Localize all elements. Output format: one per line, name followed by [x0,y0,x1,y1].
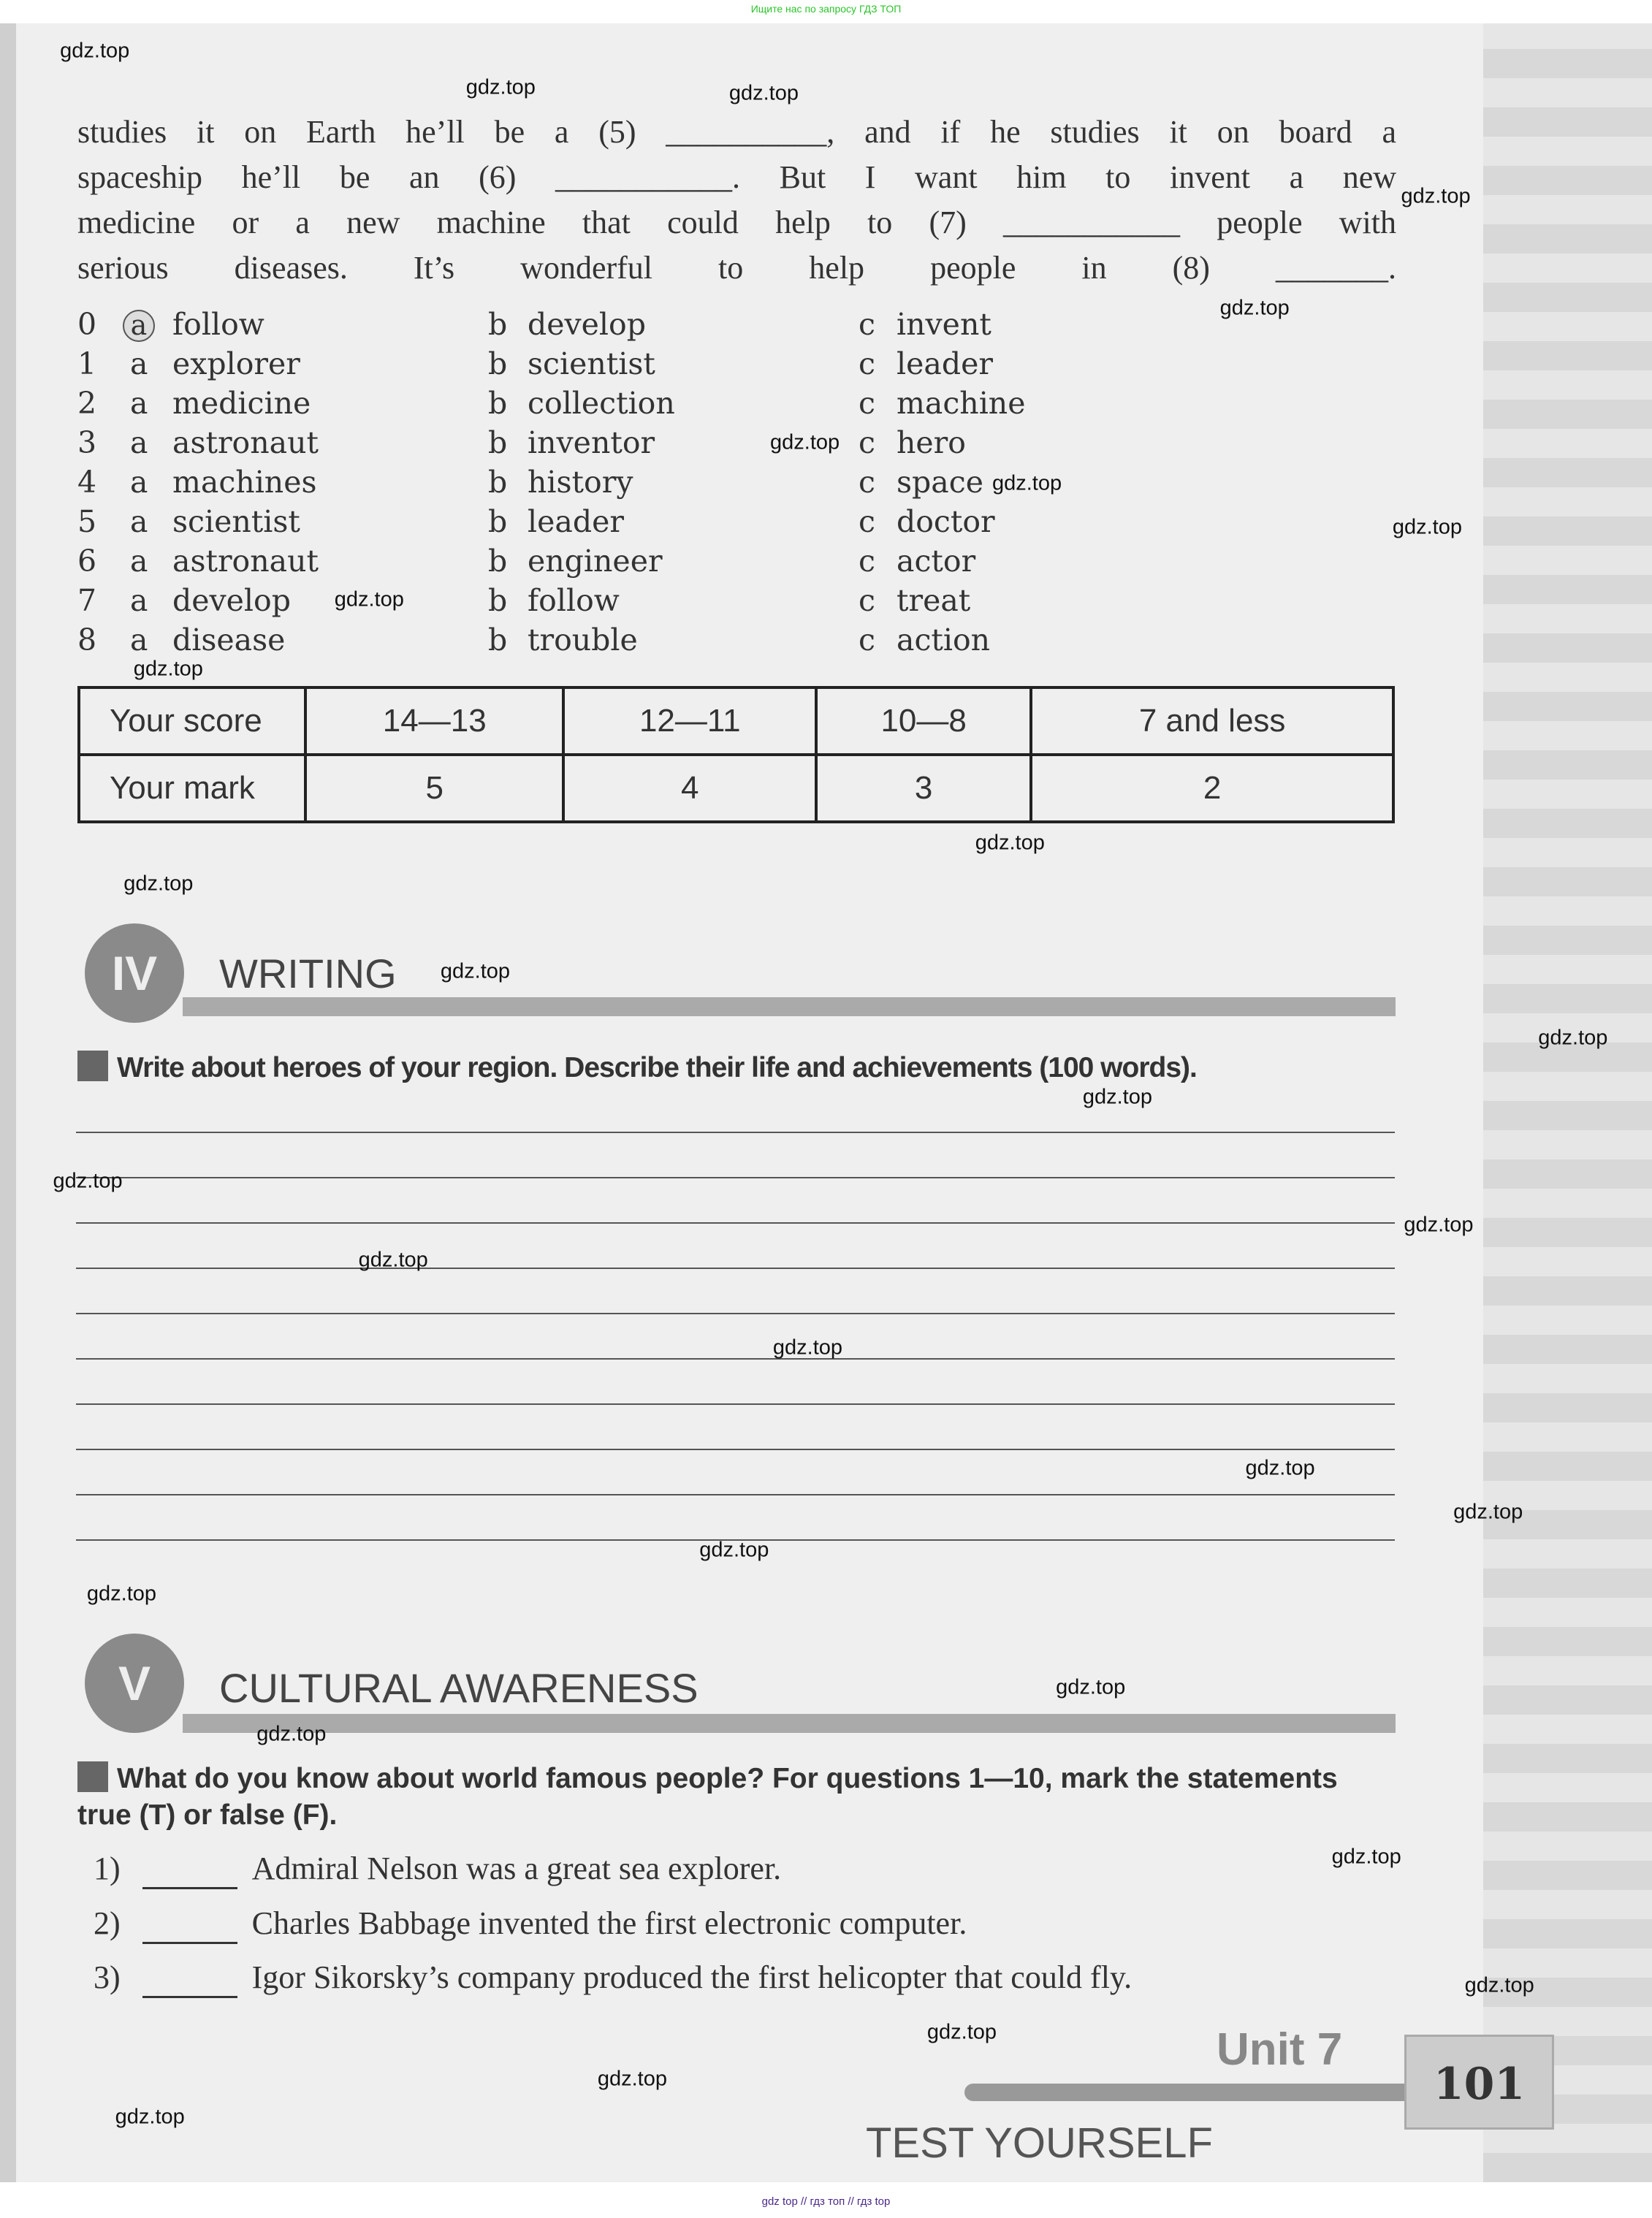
statement-text: Charles Babbage invented the first electronic computer. [251,1905,967,1941]
option-letter-b: b [488,504,508,539]
item-number: 1 [77,346,97,381]
statement [94,1905,967,1944]
table-cell: 4 [563,755,816,822]
option-a: follow [172,307,264,342]
option-a: astronaut [172,544,319,579]
watermark: gdz.top [597,2067,667,2091]
option-letter-b: b [488,307,508,342]
section-number-badge: V [85,1634,184,1733]
watermark: gdz.top [975,831,1045,855]
table-row [79,755,1393,822]
option-letter-a: a [130,544,148,579]
watermark: gdz.top [1082,1085,1153,1109]
option-letter-c: c [859,307,875,342]
option-letter-c: c [859,504,875,539]
table-cell: Your mark [79,755,305,822]
option-letter-a: a [130,622,148,658]
writing-line[interactable] [76,1358,1395,1360]
watermark: gdz.top [53,1169,123,1193]
score-table [77,686,1395,823]
table-cell: 10—8 [816,687,1031,755]
option-letter-a: a [130,583,148,618]
watermark: gdz.top [123,872,194,896]
table-cell: Your score [79,687,305,755]
option-b: collection [528,386,675,421]
section-title: CULTURAL AWARENESS [219,1665,699,1711]
statement-text: Igor Sikorsky’s company produced the first helicopter that could fly. [251,1959,1133,1995]
statement-number: 1) [94,1851,121,1886]
writing-line[interactable] [76,1403,1395,1405]
item-number: 6 [77,544,97,579]
writing-line[interactable] [76,1449,1395,1450]
table-row [79,687,1393,755]
item-number: 0 [77,307,97,342]
watermark: gdz.top [991,471,1062,495]
watermark: gdz.top [1538,1026,1608,1050]
option-letter-c: c [859,622,875,658]
paragraph-line: spaceship he’ll be an (6) ___________. But I want him to invent a new [77,159,1396,195]
item-number: 5 [77,504,97,539]
option-c: invent [897,307,991,342]
page-margin-band [1483,23,1652,2182]
watermark: gdz.top [1464,1973,1534,1997]
option-b: scientist [528,346,655,381]
option-letter-a: a [130,425,148,460]
top-banner[interactable]: Ищите нас по запросу ГДЗ ТОП [750,3,902,15]
answer-blank[interactable] [142,1850,237,1889]
option-letter-a[interactable]: a [123,310,155,342]
task-icon [77,1761,108,1792]
option-c: space [897,465,983,500]
option-letter-c: c [859,425,875,460]
option-b: follow [528,583,620,618]
option-letter-b: b [488,465,508,500]
watermark: gdz.top [133,657,203,681]
watermark: gdz.top [926,2020,997,2044]
table-cell: 7 and less [1031,687,1393,755]
watermark: gdz.top [334,587,404,611]
writing-line[interactable] [76,1268,1395,1269]
page-edge [0,23,16,2182]
table-cell: 5 [305,755,563,822]
option-c: hero [897,425,966,460]
option-b: engineer [528,544,663,579]
statement-number: 2) [94,1905,121,1941]
section-title: WRITING [219,950,397,996]
section-divider [183,1714,1396,1733]
task-instruction [77,1761,1395,1834]
writing-line[interactable] [76,1494,1395,1495]
item-number: 3 [77,425,97,460]
statement [94,1850,781,1889]
option-b: develop [528,307,646,342]
watermark: gdz.top [60,39,130,63]
table-cell: 12—11 [563,687,816,755]
watermark: gdz.top [770,430,840,454]
table-cell: 14—13 [305,687,563,755]
watermark: gdz.top [358,1248,428,1272]
page-number: 101 [1404,2035,1554,2130]
option-letter-b: b [488,622,508,658]
option-c: action [897,622,991,658]
watermark: gdz.top [699,1538,769,1562]
paragraph-line: medicine or a new machine that could help to (7) ___________ people with [77,205,1396,240]
option-letter-c: c [859,346,875,381]
option-letter-c: c [859,465,875,500]
option-b: inventor [528,425,655,460]
watermark: gdz.top [465,75,536,99]
answer-blank[interactable] [142,1959,237,1998]
option-letter-c: c [859,386,875,421]
cloze-paragraph [77,110,1396,291]
watermark: gdz.top [1453,1500,1523,1524]
watermark: gdz.top [1404,1213,1474,1237]
watermark: gdz.top [728,81,799,105]
instruction-text: What do you know about world famous people? For questions 1—10, mark the statements true (T) or false (F). [77,1763,1338,1831]
option-letter-c: c [859,544,875,579]
option-letter-a: a [130,504,148,539]
table-cell: 2 [1031,755,1393,822]
option-a: medicine [172,386,311,421]
option-a: astronaut [172,425,319,460]
section-number-badge: IV [85,923,184,1023]
option-c: treat [897,583,971,618]
statement [94,1959,1132,1998]
watermark: gdz.top [1331,1845,1401,1869]
option-b: history [528,465,633,500]
option-c: leader [897,346,993,381]
option-b: leader [528,504,624,539]
task-icon [77,1051,108,1081]
option-letter-a: a [130,386,148,421]
option-a: disease [172,622,286,658]
statement-number: 3) [94,1959,121,1995]
watermark: gdz.top [256,1722,327,1746]
watermark: gdz.top [1056,1675,1126,1699]
unit-label: Unit 7 [1217,2024,1343,2075]
item-number: 4 [77,465,97,500]
task-instruction [77,1050,1395,1086]
paragraph-line: serious diseases. It’s wonderful to help people in (8) _______. [77,250,1396,286]
writing-line[interactable] [76,1132,1395,1133]
statement-text: Admiral Nelson was a great sea explorer. [251,1851,782,1886]
option-a: machines [172,465,317,500]
option-letter-b: b [488,544,508,579]
option-letter-b: b [488,346,508,381]
option-letter-a: a [130,465,148,500]
paragraph-line: studies it on Earth he’ll be a (5) __________, and if he studies it on board a [77,114,1396,150]
option-c: actor [897,544,976,579]
writing-line[interactable] [76,1222,1395,1224]
option-letter-c: c [859,583,875,618]
option-c: doctor [897,504,995,539]
footer-links[interactable]: gdz top // гдз топ // гдз top [761,2195,891,2208]
option-a: scientist [172,504,300,539]
watermark: gdz.top [86,1582,157,1606]
test-yourself-label: TEST YOURSELF [866,2119,1213,2167]
watermark: gdz.top [440,959,511,983]
option-a: develop [172,583,291,618]
watermark: gdz.top [1401,184,1471,208]
instruction-text: Write about heroes of your region. Describe their life and achievements (100 words). [117,1052,1197,1083]
writing-line[interactable] [76,1313,1395,1314]
option-letter-b: b [488,386,508,421]
table-cell: 3 [816,755,1031,822]
unit-bar [964,2084,1417,2101]
option-letter-b: b [488,425,508,460]
watermark: gdz.top [115,2105,185,2129]
option-b: trouble [528,622,638,658]
writing-line[interactable] [76,1177,1395,1178]
watermark: gdz.top [1392,515,1462,539]
option-c: machine [897,386,1026,421]
watermark: gdz.top [1245,1456,1315,1480]
option-a: explorer [172,346,300,381]
item-number: 7 [77,583,97,618]
section-divider [183,997,1396,1016]
watermark: gdz.top [772,1335,843,1360]
answer-blank[interactable] [142,1905,237,1944]
option-letter-a: a [130,346,148,381]
item-number: 2 [77,386,97,421]
watermark: gdz.top [1219,296,1290,320]
option-letter-b: b [488,583,508,618]
item-number: 8 [77,622,97,658]
